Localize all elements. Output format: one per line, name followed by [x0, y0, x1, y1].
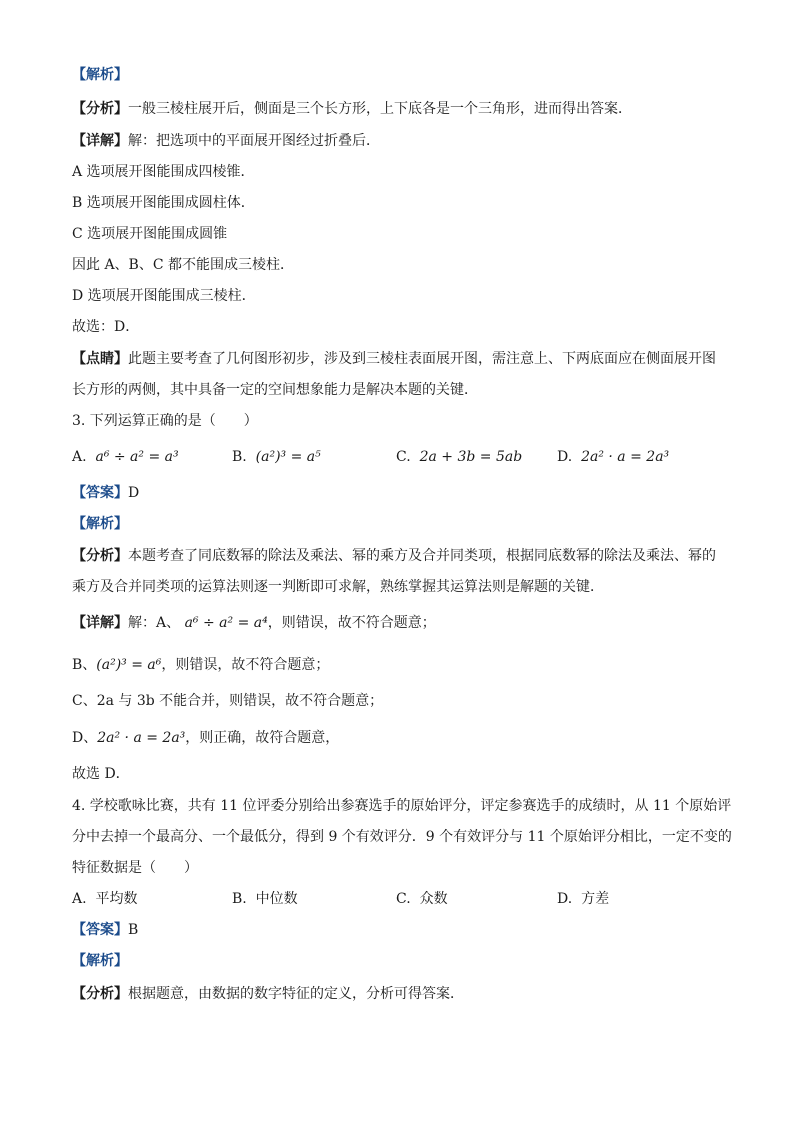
q4-stem-3: 特征数据是（ ） — [72, 860, 198, 876]
q2-line-c: C 选项展开图能围成圆锥 — [72, 226, 228, 242]
q3-fenxi-cont: 乘方及合并同类项的运算法则逐一判断即可求解，熟练掌握其运算法则是解题的关键． — [72, 579, 604, 595]
q2-line-b: B 选项展开图能围成圆柱体． — [72, 195, 255, 211]
q4-jiexi-heading: 【解析】 — [72, 953, 128, 969]
q2-xiangjie: 【详解】解：把选项中的平面展开图经过折叠后． — [72, 133, 380, 149]
q2-line-d: D 选项展开图能围成三棱柱． — [72, 288, 256, 304]
q2-line-choice: 故选：D． — [72, 319, 140, 335]
q2-dianjing: 【点睛】此题主要考查了几何图形初步，涉及到三棱柱表面展开图，需注意上、下两底面应在侧面展开图 — [72, 351, 716, 367]
q3-jiexi-heading: 【解析】 — [72, 516, 128, 532]
q4-fenxi: 【分析】根据题意，由数据的数字特征的定义，分析可得答案． — [72, 986, 464, 1002]
q4-option-a: A. 平均数 — [72, 891, 138, 907]
q3-option-a: A. a⁶ ÷ a² = a³ — [72, 449, 179, 465]
q4-option-b: B. 中位数 — [232, 891, 298, 907]
q2-jiexi-heading: 【解析】 — [72, 67, 128, 83]
q3-xiangjie: 【详解】解：A、 a⁶ ÷ a² = a⁴，则错误，故不符合题意； — [72, 615, 436, 631]
q3-stem: 3. 下列运算正确的是（ ） — [72, 413, 258, 429]
q2-line-a: A 选项展开图能围成四棱锥． — [72, 164, 255, 180]
q3-conclusion: 故选 D． — [72, 766, 130, 782]
q4-option-d: D. 方差 — [557, 891, 610, 907]
q3-option-c: C. 2a + 3b = 5ab — [396, 449, 523, 465]
q3-fenxi: 【分析】本题考查了同底数幂的除法及乘法、幂的乘方及合并同类项，根据同底数幂的除法及乘法、幂的 — [72, 548, 716, 564]
q3-detail-b: B、(a²)³ = a⁶，则错误，故不符合题意； — [72, 657, 330, 673]
q4-answer: 【答案】B — [72, 922, 139, 938]
q2-dianjing-cont: 长方形的两侧，其中具备一定的空间想象能力是解决本题的关键． — [72, 382, 478, 398]
q4-stem-1: 4. 学校歌咏比赛，共有 11 位评委分别给出参赛选手的原始评分，评定参赛选手的成绩时，从 11 个原始评 — [72, 798, 732, 814]
q3-detail-d: D、2a² · a = 2a³，则正确，故符合题意， — [72, 730, 340, 746]
q2-fenxi: 【分析】一般三棱柱展开后，侧面是三个长方形，上下底各是一个三角形，进而得出答案． — [72, 101, 632, 117]
q4-option-c: C. 众数 — [396, 891, 448, 907]
q2-line-therefore: 因此 A、B、C 都不能围成三棱柱． — [72, 257, 295, 273]
q3-option-d: D. 2a² · a = 2a³ — [557, 449, 670, 465]
q3-detail-c: C、2a 与 3b 不能合并，则错误，故不符合题意； — [72, 693, 384, 709]
q3-option-b: B. (a²)³ = a⁵ — [232, 449, 321, 465]
q3-answer: 【答案】D — [72, 485, 140, 501]
q4-stem-2: 分中去掉一个最高分、一个最低分，得到 9 个有效评分．9 个有效评分与 11 个原始评分相比，一定不变的 — [72, 829, 732, 845]
